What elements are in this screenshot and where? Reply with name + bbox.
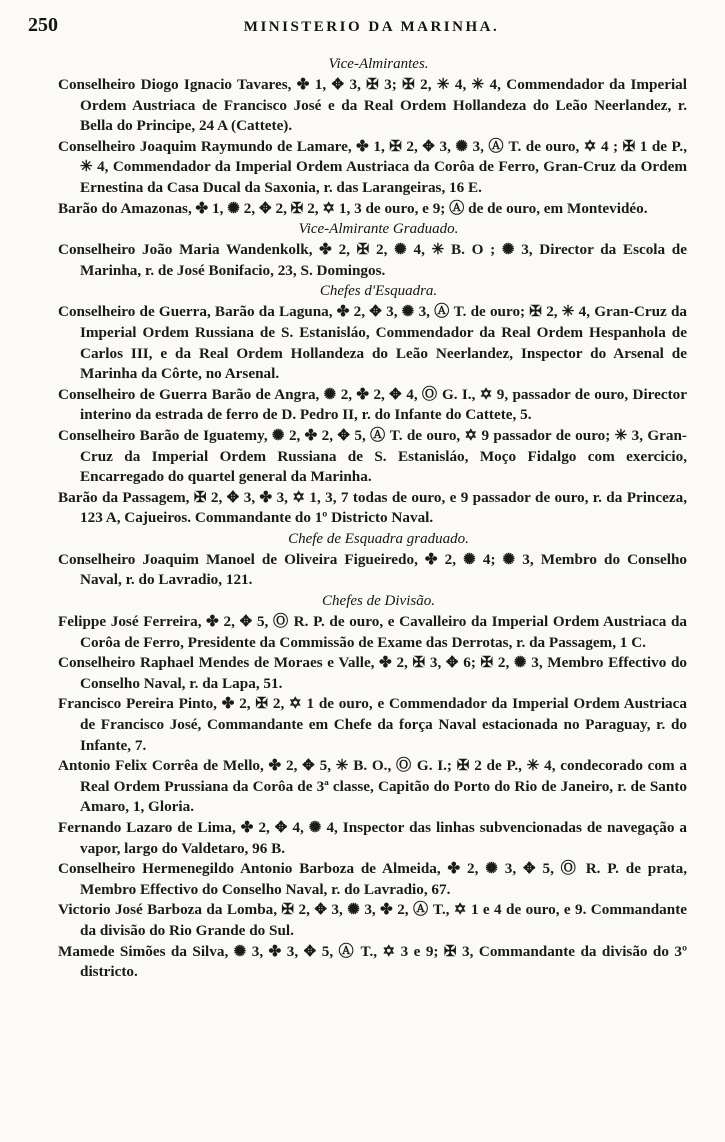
section-heading: Vice-Almirante Graduado. <box>298 221 459 238</box>
officer-entry: Conselheiro Barão de Iguatemy, ✺ 2, ✤ 2, ✥ 5, Ⓐ T. de ouro, ✡ 9 passador de ouro; ✳ 3, Gran-Cruz da Imperial Ordem Russiana de S. Estanisláo, Moço Fidalgo com exercicio, Encarregado do quartel general da Marinha. <box>58 426 687 486</box>
officer-entry: Conselheiro Joaquim Raymundo de Lamare, ✤ 1, ✠ 2, ✥ 3, ✺ 3, Ⓐ T. de ouro, ✡ 4 ; ✠ 1 de P., ✳ 4, Commendador da Imperial Ordem Austriaca da Corôa de Ferro, Gran-Cruz da Ordem Ernestina da Casa Ducal da Saxonia, r. das Larangeiras, 16 E. <box>58 137 687 196</box>
officer-entry: Barão do Amazonas, ✤ 1, ✺ 2, ✥ 2, ✠ 2, ✡ 1, 3 de ouro, e 9; Ⓐ de de ouro, em Montevidéo. <box>58 199 648 217</box>
page-content <box>58 54 687 983</box>
page-header <box>28 14 687 54</box>
officer-entry: Conselheiro de Guerra Barão de Angra, ✺ 2, ✤ 2, ✥ 4, Ⓞ G. I., ✡ 9, passador de ouro, Director interino da estrada de ferro de D. Pedro II, r. do Infante do Cattete, 5. <box>58 385 687 424</box>
page-number: 250 <box>28 14 58 36</box>
officer-entry: Conselheiro Raphael Mendes de Moraes e Valle, ✤ 2, ✠ 3, ✥ 6; ✠ 2, ✺ 3, Membro Effectivo do Conselho Naval, r. da Lapa, 51. <box>58 654 687 692</box>
officer-entry: Victorio José Barboza da Lomba, ✠ 2, ✥ 3, ✺ 3, ✤ 2, Ⓐ T., ✡ 1 e 4 de ouro, e 9. Commandante da divisão do Rio Grande do Sul. <box>58 901 687 939</box>
officer-entry: Conselheiro de Guerra, Barão da Laguna, ✤ 2, ✥ 3, ✺ 3, Ⓐ T. de ouro; ✠ 2, ✳ 4, Gran-Cruz da Imperial Ordem Russiana de S. Estanisláo, Commendador da Real Ordem Hespanhola de Carlos III, e da Real Ordem Hollandeza do Leão Neerlandez, Inspector do Arsenal de Marinha da Côrte, no Arsenal. <box>58 303 687 383</box>
running-title: MINISTERIO DA MARINHA. <box>243 19 500 35</box>
section-heading: Vice-Almirantes. <box>328 56 429 72</box>
officer-entry: Conselheiro Hermenegildo Antonio Barboza de Almeida, ✤ 2, ✺ 3, ✥ 5, Ⓞ R. P. de prata, Membro Effectivo do Conselho Naval, r. do Lavradio, 67. <box>58 860 687 898</box>
section-heading: Chefe de Esquadra graduado. <box>288 530 469 547</box>
officer-entry: Felippe José Ferreira, ✤ 2, ✥ 5, Ⓞ R. P. de ouro, e Cavalleiro da Imperial Ordem Austriaca da Corôa de Ferro, Presidente da Commissão de Exame das Derrotas, r. da Passagem, 1 C. <box>58 613 687 651</box>
officer-entry: Fernando Lazaro de Lima, ✤ 2, ✥ 4, ✺ 4, Inspector das linhas subvencionadas de navegação a vapor, largo do Valdetaro, 96 B. <box>58 819 687 857</box>
officer-entry: Barão da Passagem, ✠ 2, ✥ 3, ✤ 3, ✡ 1, 3, 7 todas de ouro, e 9 passador de ouro, r. da Princeza, 123 A, Cajueiros. Commandante do 1º Districto Naval. <box>58 488 687 527</box>
section-heading: Chefes de Divisão. <box>322 593 435 610</box>
officer-entry: Mamede Simões da Silva, ✺ 3, ✤ 3, ✥ 5, Ⓐ T., ✡ 3 e 9; ✠ 3, Commandante da divisão do 3º districto. <box>58 942 687 981</box>
officer-entry: Francisco Pereira Pinto, ✤ 2, ✠ 2, ✡ 1 de ouro, e Commendador da Imperial Ordem Austriaca de Francisco José, Commandante em Chefe da força Naval estacionada no Paraguay, r. do Infante, 7. <box>58 695 687 754</box>
officer-entry: Conselheiro Joaquim Manoel de Oliveira Figueiredo, ✤ 2, ✺ 4; ✺ 3, Membro do Conselho Naval, r. do Lavradio, 121. <box>58 550 687 589</box>
officer-entry: Conselheiro Diogo Ignacio Tavares, ✤ 1, ✥ 3, ✠ 3; ✠ 2, ✳ 4, ✳ 4, Commendador da Imperial Ordem Austriaca de Francisco José e da Real Ordem Hollandeza do Leão Neerlandez, r. Bella do Principe, 24 A (Cattete). <box>58 76 687 135</box>
section-heading: Chefes d'Esquadra. <box>319 283 438 300</box>
officer-entry: Antonio Felix Corrêa de Mello, ✤ 2, ✥ 5, ✳ B. O., Ⓞ G. I.; ✠ 2 de P., ✳ 4, condecorado com a Real Ordem Prussiana da Corôa de 3ª classe, Capitão do Porto do Rio de Janeiro, r. de Santo Amaro, 1, Gloria. <box>58 757 687 816</box>
officer-entry: Conselheiro João Maria Wandenkolk, ✤ 2, ✠ 2, ✺ 4, ✳ B. O ; ✺ 3, Director da Escola de Marinha, r. de José Bonifacio, 23, S. Domingos. <box>58 241 687 279</box>
